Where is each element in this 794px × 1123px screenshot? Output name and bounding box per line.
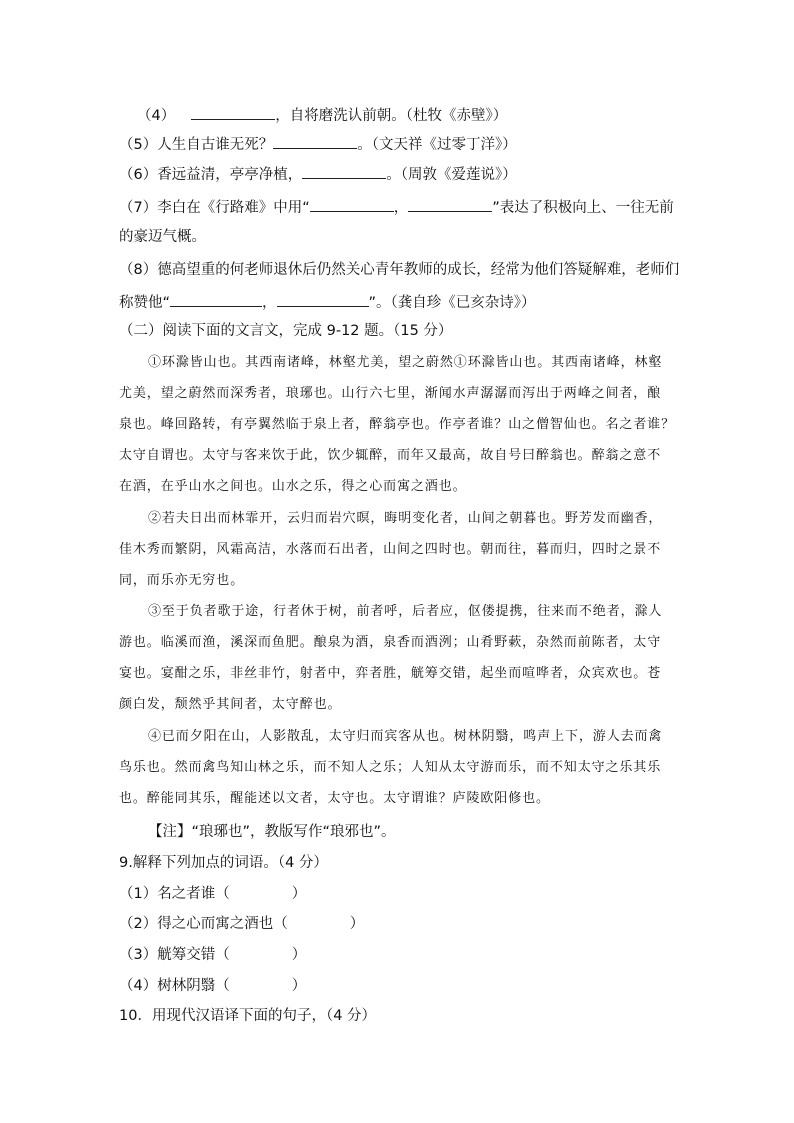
- passage-line: 在酒，在乎山水之间也。山水之乐，得之心而寓之酒也。: [119, 479, 467, 494]
- answer-blank-2[interactable]: [408, 196, 492, 212]
- section-heading: （二）阅读下面的文言文，完成 9-12 题。（15 分）: [119, 323, 453, 339]
- item-number: （4）: [137, 108, 176, 124]
- item-number: （1）: [119, 886, 158, 902]
- poem-item-6: [119, 163, 517, 185]
- passage-line: 泉也。峰回路转，有亭翼然临于泉上者，醉翁亭也。作亭者谁？山之僧智仙也。名之者谁？: [119, 417, 676, 432]
- item-close: ）: [291, 947, 307, 963]
- q8-text-after: ”。（龚自珍《已亥杂诗》）: [368, 295, 536, 311]
- passage-line: 也。醉能同其乐，醒能述以文者，太守也。太守谓谁？庐陵欧阳修也。: [119, 791, 550, 806]
- item-close: ）: [291, 978, 307, 994]
- answer-blank[interactable]: [191, 104, 275, 120]
- q9-item-1: [119, 884, 306, 904]
- item-close: ）: [291, 886, 307, 902]
- question-8-line2: [119, 291, 536, 313]
- passage-note: 【注】“琅琊也”，教版写作“琅邪也”。: [148, 824, 396, 840]
- q7-text-after: ”表达了积极向上、一往无前: [492, 200, 674, 216]
- poem-source: 。（周敦《爱莲说》）: [386, 167, 517, 183]
- passage-line: ④已而夕阳在山，人影散乱，太守归而宾客从也。树林阴翳，鸣声上下，游人去而禽: [148, 729, 663, 744]
- item-number: （2）: [119, 916, 158, 932]
- passage-line: ②若夫日出而林霏开，云归而岩穴暝，晦明变化者，山间之朝暮也。野芳发而幽香，: [148, 511, 663, 526]
- item-text: 得之心而寓之酒也（: [157, 916, 288, 932]
- passage-line: 颜白发，颓然乎其间者，太守醉也。: [119, 697, 342, 712]
- item-number: （4）: [119, 978, 158, 994]
- question-10-heading: 10．用现代汉语译下面的句子，（4 分）: [119, 1008, 377, 1024]
- answer-blank[interactable]: [302, 163, 386, 179]
- item-number: （5）: [119, 137, 158, 153]
- q8-text: 称赞他“: [119, 295, 171, 311]
- passage-line: ①环滁皆山也。其西南诸峰，林壑尤美，望之蔚然①环滁皆山也。其西南诸峰，林壑: [148, 355, 663, 370]
- poem-text: ，自将磨洗认前朝。（杜牧《赤壁》）: [275, 108, 508, 124]
- poem-text: 人生自古谁无死？: [157, 137, 274, 153]
- answer-blank-1[interactable]: [170, 291, 262, 307]
- item-text: 名之者谁（: [157, 886, 230, 902]
- item-text: 觥筹交错（: [157, 947, 230, 963]
- passage-line: ③至于负者歌于途，行者休于树，前者呼，后者应，伛偻提携，往来而不绝者，滁人: [148, 604, 663, 619]
- item-close: ）: [349, 916, 365, 932]
- passage-line: 鸟乐也。然而禽鸟知山林之乐，而不知人之乐；人知从太守游而乐，而不知太守之乐其乐: [119, 760, 662, 775]
- poem-item-5: [119, 133, 517, 155]
- q9-item-4: [119, 976, 306, 996]
- item-text: 树林阴翳（: [157, 978, 230, 994]
- q9-item-2: [119, 914, 364, 934]
- answer-blank[interactable]: [273, 133, 357, 149]
- question-7-line2: 的豪迈气概。: [119, 229, 206, 245]
- passage-line: 太守自谓也。太守与客来饮于此，饮少辄醉，而年又最高，故自号曰醉翁也。醉翁之意不: [119, 448, 662, 463]
- question-9-heading: 9.解释下列加点的词语。（4 分）: [119, 855, 328, 871]
- question-7-line1: [119, 196, 674, 218]
- passage-line: 宴也。宴酣之乐，非丝非竹，射者中，弈者胜，觥筹交错，起坐而喧哗者，众宾欢也。苍: [119, 666, 662, 681]
- item-number: （3）: [119, 947, 158, 963]
- item-number: （6）: [119, 167, 158, 183]
- poem-source: 。（文天祥《过零丁洋》）: [357, 137, 517, 153]
- answer-blank-2[interactable]: [277, 291, 369, 307]
- passage-line: 同，而乐亦无穷也。: [119, 573, 245, 588]
- passage-line: 尤美，望之蔚然而深秀者，琅琊也。山行六七里，渐闻水声潺潺而泻出于两峰之间者，酿: [119, 386, 662, 401]
- passage-line: 佳木秀而繁阴，风霜高洁，水落而石出者，山间之四时也。朝而往，暮而归，四时之景不: [119, 542, 662, 557]
- q8-separator: ，: [262, 295, 277, 311]
- question-8-line1: （8）德高望重的何老师退休后仍然关心青年教师的成长，经常为他们答疑解难，老师们: [119, 262, 680, 278]
- answer-blank-1[interactable]: [310, 196, 394, 212]
- passage-line: 游也。临溪而渔，溪深而鱼肥。酿泉为酒，泉香而酒洌；山肴野蔌，杂然而前陈者，太守: [119, 635, 662, 650]
- poem-text: 香远益清，亭亭净植，: [157, 167, 303, 183]
- q7-text: （7）李白在《行路难》中用“: [119, 200, 310, 216]
- q9-item-3: [119, 945, 306, 965]
- q7-separator: ，: [393, 200, 409, 216]
- poem-item-4: [137, 104, 507, 126]
